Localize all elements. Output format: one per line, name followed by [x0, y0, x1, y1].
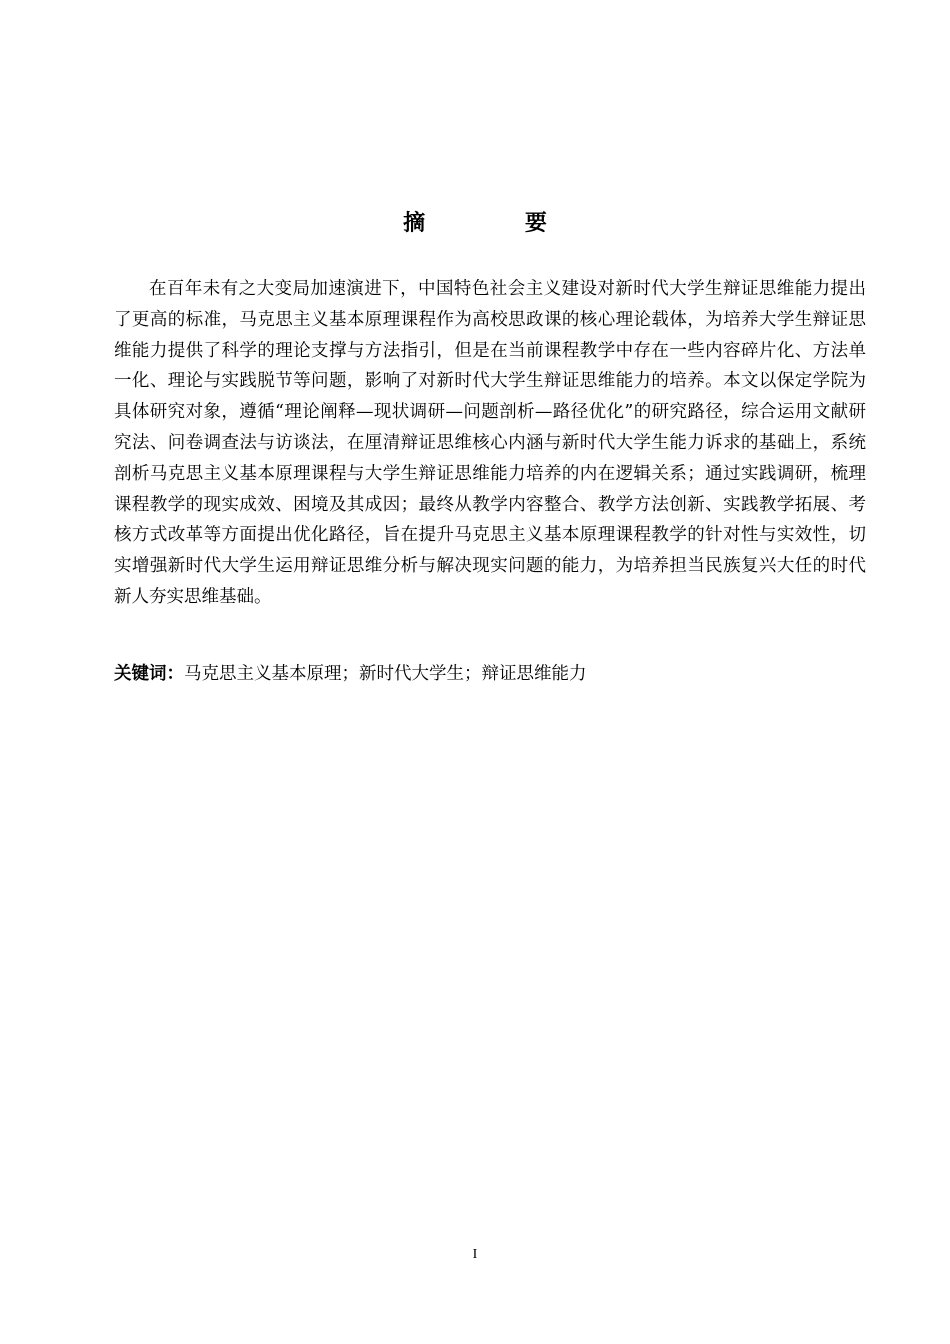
abstract-body: 在百年未有之大变局加速演进下，中国特色社会主义建设对新时代大学生辩证思维能力提出了更高的标准，马克思主义基本原理课程作为高校思政课的核心理论载体，为培养大学生辩证思维能力提供了科学的理论支撑与方法指引，但是在当前课程教学中存在一些内容碎片化、方法单一化、理论与实践脱节等问题，影响了对新时代大学生辩证思维能力的培养。本文以保定学院为具体研究对象，遵循“理论阐释—现状调研—问题剖析—路径优化”的研究路径，综合运用文献研究法、问卷调查法与访谈法，在厘清辩证思维核心内涵与新时代大学生能力诉求的基础上，系统剖析马克思主义基本原理课程与大学生辩证思维能力培养的内在逻辑关系；通过实践调研，梳理课程教学的现实成效、困境及其成因；最终从教学内容整合、教学方法创新、实践教学拓展、考核方式改革等方面提出优化路径，旨在提升马克思主义基本原理课程教学的针对性与实效性，切实增强新时代大学生运用辩证思维分析与解决现实问题的能力，为培养担当民族复兴大任的时代新人夯实思维基础。: [114, 279, 866, 607]
page-number: I: [472, 1247, 478, 1262]
keywords-line: [114, 659, 866, 689]
abstract-title: 摘 要: [403, 211, 593, 236]
keywords-text: 马克思主义基本原理；新时代大学生；辩证思维能力: [184, 664, 587, 684]
keywords-label: 关键词：: [114, 664, 184, 684]
